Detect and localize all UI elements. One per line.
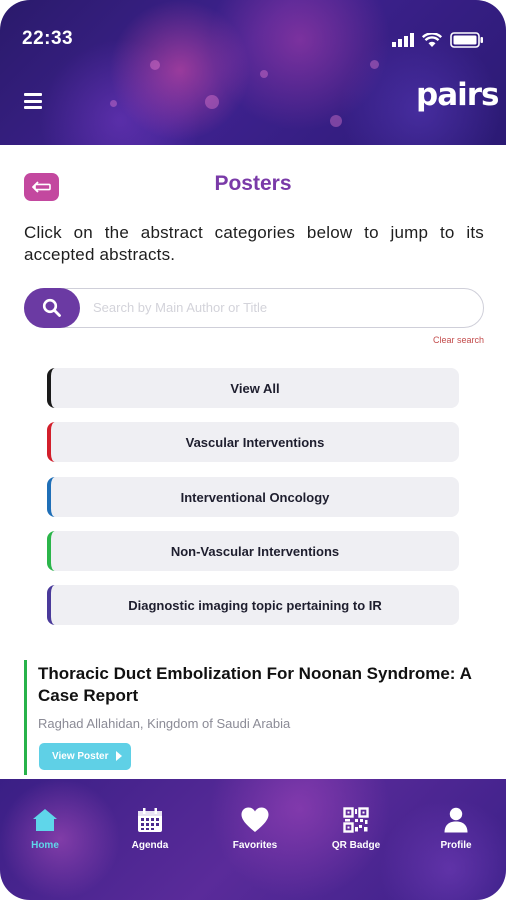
intro-text: Click on the abstract categories below to jump to its accepted abstracts.	[24, 223, 484, 264]
category-label: Non-Vascular Interventions	[170, 543, 340, 559]
category-label: Diagnostic imaging topic pertaining to IR	[128, 597, 382, 613]
category-diagnostic-imaging[interactable]	[47, 585, 459, 625]
status-bar	[0, 28, 506, 54]
category-label: Interventional Oncology	[180, 489, 330, 505]
home-icon	[32, 807, 58, 833]
category-label: View All	[230, 380, 280, 396]
pairs-logo	[416, 77, 499, 126]
poster-card	[24, 660, 490, 775]
view-poster-label: View Poster	[52, 751, 109, 762]
status-icons	[392, 32, 484, 48]
battery-icon	[450, 32, 484, 48]
search-button[interactable]	[24, 288, 80, 328]
nav-agenda[interactable]	[110, 806, 190, 851]
poster-author: Raghad Allahidan, Kingdom of Saudi Arabia	[38, 716, 291, 731]
nav-label: Agenda	[131, 840, 169, 851]
page-title: Posters	[214, 172, 292, 195]
poster-title[interactable]: Thoracic Duct Embolization For Noonan Syndrome: A Case Report	[38, 664, 472, 705]
search-bar	[24, 288, 484, 328]
heart-icon	[241, 807, 269, 833]
category-view-all[interactable]	[47, 368, 459, 408]
status-time: 22:33	[22, 28, 74, 49]
wifi-icon	[422, 33, 442, 48]
search-input[interactable]	[93, 289, 473, 326]
nav-profile[interactable]	[416, 806, 496, 851]
category-non-vascular-interventions[interactable]	[47, 531, 459, 571]
qr-code-icon	[343, 807, 369, 833]
search-icon	[42, 298, 62, 318]
nav-favorites[interactable]	[215, 806, 295, 851]
nav-label: Profile	[440, 840, 472, 851]
nav-label: Favorites	[232, 840, 278, 851]
calendar-icon	[137, 807, 163, 833]
view-poster-button[interactable]	[39, 743, 131, 770]
hamburger-menu-icon[interactable]	[24, 93, 42, 109]
clear-search-link[interactable]: Clear search	[432, 335, 484, 345]
nav-label: QR Badge	[331, 840, 381, 851]
category-interventional-oncology[interactable]	[47, 477, 459, 517]
nav-qr-badge[interactable]	[316, 806, 396, 851]
app-header	[0, 0, 506, 145]
nav-label: Home	[31, 840, 59, 851]
logo-wordmark: pairs	[416, 77, 499, 113]
person-icon	[444, 807, 468, 833]
category-label: Vascular Interventions	[185, 434, 325, 450]
play-arrow-icon	[116, 751, 122, 761]
nav-home[interactable]	[5, 806, 85, 851]
bottom-navigation	[0, 779, 506, 900]
category-vascular-interventions[interactable]	[47, 422, 459, 462]
signal-icon	[392, 33, 414, 47]
